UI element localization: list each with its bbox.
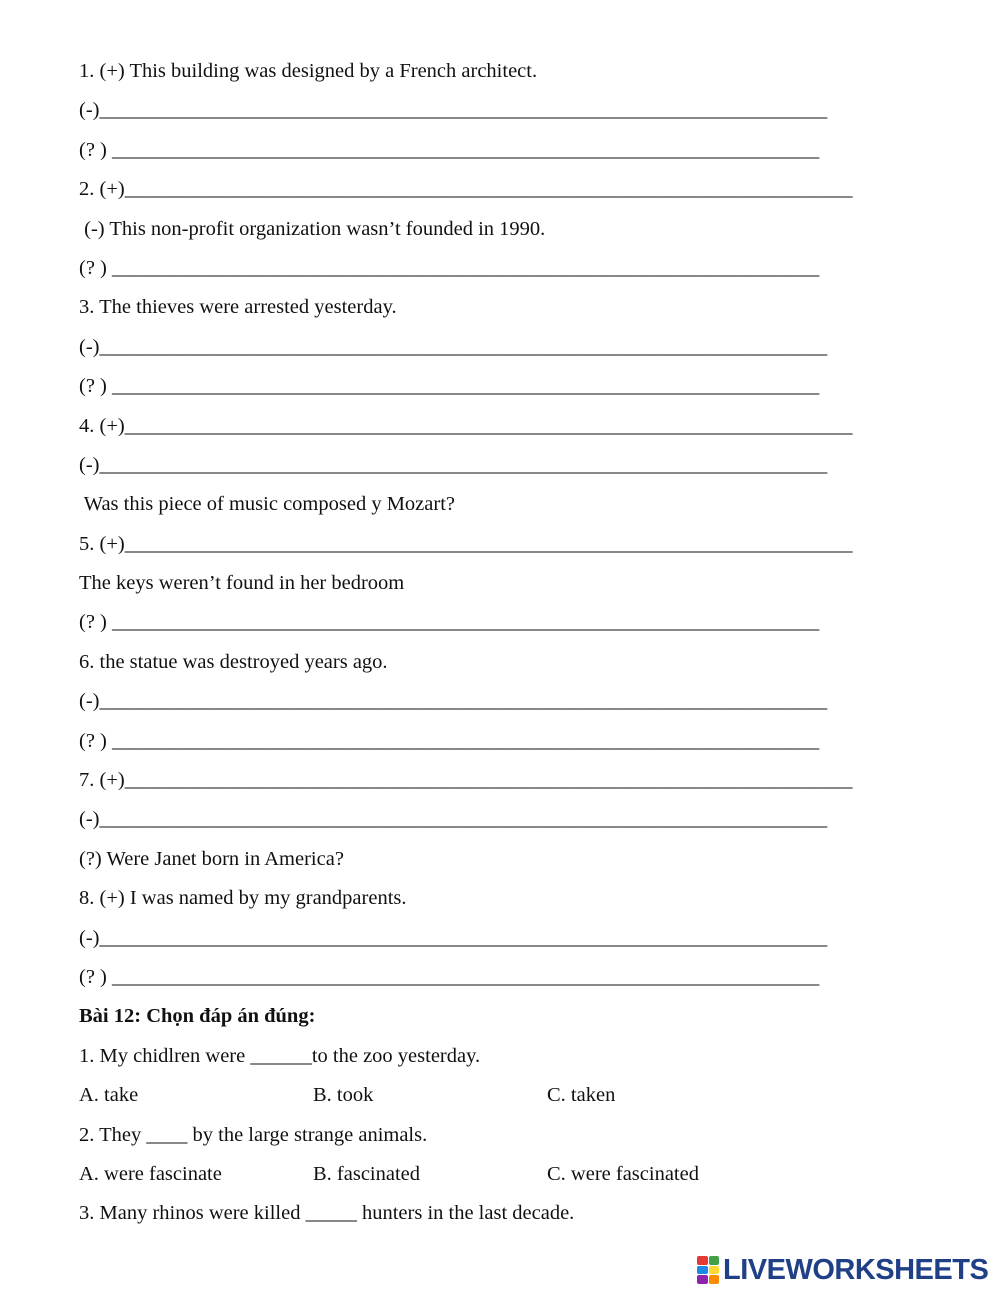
answer-line[interactable]: (? ) _____________________________________________________________________ <box>79 375 820 398</box>
answer-line[interactable]: (-)_______________________________________________________________________ <box>79 453 828 476</box>
liveworksheets-logo-icon <box>697 1256 719 1284</box>
answer-line[interactable]: (? ) _____________________________________________________________________ <box>79 611 820 634</box>
brand-name: LIVEWORKSHEETS <box>723 1253 989 1286</box>
logo-block <box>709 1275 720 1284</box>
answer-line[interactable]: (-)_______________________________________________________________________ <box>79 926 828 949</box>
answer-line[interactable]: (-)_______________________________________________________________________ <box>79 99 828 122</box>
question-text: 2. They ____ by the large strange animals. <box>79 1123 428 1146</box>
answer-line[interactable]: (? ) _____________________________________________________________________ <box>79 256 820 279</box>
answer-line[interactable]: 2. (+)_______________________________________________________________________ <box>79 178 853 201</box>
option-b[interactable]: B. took <box>313 1084 374 1107</box>
logo-block <box>697 1275 708 1284</box>
answer-line[interactable]: (? ) _____________________________________________________________________ <box>79 729 820 752</box>
option-a[interactable]: A. were fascinate <box>79 1162 222 1185</box>
option-a[interactable]: A. take <box>79 1084 139 1107</box>
sentence-line: 3. The thieves were arrested yesterday. <box>79 296 397 319</box>
logo-block <box>697 1266 708 1275</box>
sentence-line: (-) This non-profit organization wasn’t founded in 1990. <box>79 217 546 240</box>
answer-line[interactable]: (-)_______________________________________________________________________ <box>79 808 828 831</box>
question-text: 3. Many rhinos were killed _____ hunters in the last decade. <box>79 1202 575 1225</box>
option-b[interactable]: B. fascinated <box>313 1162 421 1185</box>
sentence-line: 6. the statue was destroyed years ago. <box>79 650 388 673</box>
worksheet-page <box>79 52 959 1234</box>
answer-options <box>79 1155 959 1194</box>
answer-line[interactable]: 5. (+)_______________________________________________________________________ <box>79 532 853 555</box>
option-c[interactable]: C. were fascinated <box>547 1162 699 1185</box>
answer-line[interactable]: (? ) _____________________________________________________________________ <box>79 138 820 161</box>
sentence-line: The keys weren’t found in her bedroom <box>79 572 405 595</box>
answer-line[interactable]: (? ) _____________________________________________________________________ <box>79 965 820 988</box>
answer-options <box>79 1076 959 1115</box>
question-text: 1. My chidlren were ______to the zoo yesterday. <box>79 1044 481 1067</box>
logo-block <box>709 1266 720 1275</box>
exercise-heading: Bài 12: Chọn đáp án đúng: <box>79 1005 316 1028</box>
option-c[interactable]: C. taken <box>547 1084 616 1107</box>
answer-line[interactable]: (-)_______________________________________________________________________ <box>79 335 828 358</box>
sentence-line: 1. (+) This building was designed by a French architect. <box>79 60 538 82</box>
answer-line[interactable]: (-)_______________________________________________________________________ <box>79 690 828 713</box>
logo-block <box>709 1256 720 1265</box>
sentence-line: 8. (+) I was named by my grandparents. <box>79 887 407 910</box>
sentence-line: Was this piece of music composed y Mozart? <box>79 493 455 516</box>
liveworksheets-logo[interactable] <box>697 1252 988 1288</box>
answer-line[interactable]: 4. (+)_______________________________________________________________________ <box>79 414 853 437</box>
sentence-line: (?) Were Janet born in America? <box>79 847 344 870</box>
answer-line[interactable]: 7. (+)_______________________________________________________________________ <box>79 769 853 792</box>
logo-block <box>697 1256 708 1265</box>
